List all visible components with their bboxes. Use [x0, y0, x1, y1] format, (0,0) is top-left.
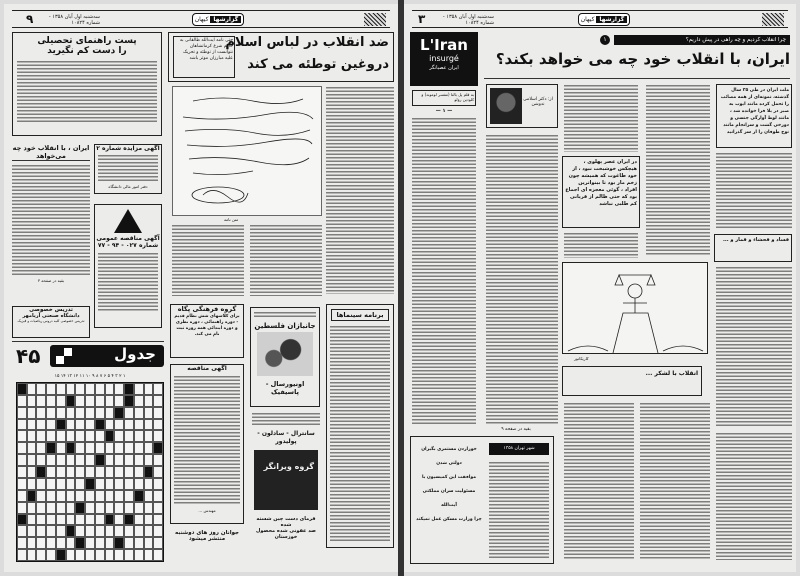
- organization-logo-icon: [114, 209, 142, 233]
- crossword-cell[interactable]: [56, 525, 66, 537]
- crossword-cell[interactable]: [75, 490, 85, 502]
- crossword-cell[interactable]: [56, 454, 66, 466]
- crossword-cell[interactable]: [95, 395, 105, 407]
- crossword-cell[interactable]: [114, 525, 124, 537]
- crossword-cell[interactable]: [124, 395, 134, 407]
- crossword-cell[interactable]: [85, 383, 95, 395]
- crossword-cell[interactable]: [75, 419, 85, 431]
- crossword-cell[interactable]: [114, 454, 124, 466]
- crossword-cell[interactable]: [66, 454, 76, 466]
- headline-line1: ضد انقلاب در لباس اسلام: [225, 35, 389, 50]
- news-item: چرا وزارت مسکن عمل نمیکند: [416, 517, 482, 522]
- crossword-header: ۴۵ جدول: [16, 344, 164, 370]
- education-article: پست راهنمای تحصیلی را دست کم نگیرید: [12, 32, 162, 136]
- crossword-cell[interactable]: [85, 525, 95, 537]
- crossword-cell[interactable]: [46, 466, 56, 478]
- crossword-cell[interactable]: [105, 490, 115, 502]
- handwritten-letter-image: [172, 86, 322, 216]
- crossword-cell[interactable]: [27, 395, 37, 407]
- crossword-cell[interactable]: [124, 490, 134, 502]
- crossword-cell[interactable]: [85, 490, 95, 502]
- crossword-cell[interactable]: [134, 395, 144, 407]
- crossword-cell[interactable]: [153, 490, 163, 502]
- crossword-cell[interactable]: [134, 454, 144, 466]
- crossword-cell[interactable]: [114, 466, 124, 478]
- crossword-grid[interactable]: [16, 382, 164, 562]
- crossword-cell[interactable]: [36, 383, 46, 395]
- crossword-cell[interactable]: [85, 478, 95, 490]
- crossword-cell[interactable]: [27, 525, 37, 537]
- main-headline-box: [168, 32, 394, 82]
- crossword-cell[interactable]: [153, 478, 163, 490]
- crossword-cell[interactable]: [114, 395, 124, 407]
- crossword-cell[interactable]: [153, 395, 163, 407]
- crossword-cell[interactable]: [105, 395, 115, 407]
- crossword-cell[interactable]: [95, 525, 105, 537]
- crossword-cell[interactable]: [27, 466, 37, 478]
- crossword-cell[interactable]: [124, 514, 134, 526]
- crossword-cell[interactable]: [144, 454, 154, 466]
- crossword-cell[interactable]: [105, 502, 115, 514]
- news-item: مسئولیت سران مملکتی: [422, 489, 476, 494]
- crossword-cell[interactable]: [17, 549, 27, 561]
- crossword-cell[interactable]: [36, 466, 46, 478]
- crossword-cell[interactable]: [46, 454, 56, 466]
- crossword-cell[interactable]: [144, 537, 154, 549]
- crossword-cell[interactable]: [75, 466, 85, 478]
- crossword-cell[interactable]: [134, 537, 144, 549]
- crossword-cell[interactable]: [85, 407, 95, 419]
- left-page: ۹ سه‌شنبه اول آبان ۱۳۵۸ - شماره ۱۰۸۲۴ گزارشها کیهان پست راهنمای تحصیلی را دست کم نگیرید ایران ، با انقلاب خود چه می‌خواهد بقیه در صفحه ۳ آگهی مزایده شماره ۲ دفتر امور مالی دانشگاه آگهی مناقصه عمومی شماره ۰۲۷ - ۹۴ - ۷۷ تدریس خصوصی دانشگاه صنعتی آریامهر تدریس خصوصی کلیه دروس ریاضیات و فیزیک ۴۵ جدول ۱۵ ۱۴ ۱۳ ۱۲ ۱۱ ۱۰ ۹ ۸ ۷ ۶ ۵ ۴ ۳ ۲ ۱ ضد انقلاب در لباس اسلام دروغین توطئه می کند حتی نامه ایت‌الله طالقانی به حاکم شرع کرمانشاهان نتوانست از توطئه و تحریک علیه مبارزان موثر باشد متن نامه گروه فرهنگی پگاه برای کلاسهای شش نظام قدیم - دوره راهنمائی ، دوره نظری و دوره ابتدائی همه روزه ثبت نام می کند. آگهی مناقصه مهندس ... جوانان روز های دوشنبه منتشر میشود جانبازان فلسطین اونیورسال - پاسیفیک سانترال - سادلون - پولیدور گروه ویرانگر فرمای دست چین شسته شده صد عفونی شده محصول خوزستان برنامه سینماها: [4, 4, 398, 572]
- crossword-cell[interactable]: [95, 466, 105, 478]
- headline-line2: دروغین توطئه می کند: [247, 57, 389, 72]
- crossword-cell[interactable]: [85, 549, 95, 561]
- auction-ad: آگهی مزایده شماره ۲ دفتر امور مالی دانشگاه: [94, 144, 162, 194]
- crossword-cell[interactable]: [105, 525, 115, 537]
- crossword-cell[interactable]: [46, 502, 56, 514]
- newspaper-logo: [364, 13, 386, 26]
- crossword-cell[interactable]: [75, 383, 85, 395]
- crossword-cell[interactable]: [27, 502, 37, 514]
- crossword-logo-icon: [56, 348, 72, 364]
- crossword-cell[interactable]: [46, 537, 56, 549]
- crossword-cell[interactable]: [124, 478, 134, 490]
- crossword-cell[interactable]: [75, 454, 85, 466]
- crossword-cell[interactable]: [17, 395, 27, 407]
- youth-magazine-ad: جوانان روز های دوشنبه منتشر میشود: [174, 530, 239, 542]
- crossword-cell[interactable]: [66, 537, 76, 549]
- crossword-cell[interactable]: [36, 549, 46, 561]
- pegah-ad: گروه فرهنگی پگاه برای کلاسهای شش نظام قدیم - دوره راهنمائی ، دوره نظری و دوره ابتدائی همه روزه ثبت نام می کند.: [170, 304, 244, 358]
- crossword-cell[interactable]: [46, 478, 56, 490]
- crossword-cell[interactable]: [66, 502, 76, 514]
- crossword-cell[interactable]: [114, 442, 124, 454]
- crossword-cell[interactable]: [114, 430, 124, 442]
- crossword-cell[interactable]: [27, 442, 37, 454]
- crossword-cell[interactable]: [75, 502, 85, 514]
- crossword-cell[interactable]: [153, 514, 163, 526]
- crossword-cell[interactable]: [114, 407, 124, 419]
- crossword-cell[interactable]: [17, 490, 27, 502]
- crossword-cell[interactable]: [46, 442, 56, 454]
- crossword-cell[interactable]: [153, 525, 163, 537]
- crossword-cell[interactable]: [46, 490, 56, 502]
- crossword-cell[interactable]: [114, 514, 124, 526]
- crossword-cell[interactable]: [105, 383, 115, 395]
- crossword-cell[interactable]: [75, 395, 85, 407]
- crossword-cell[interactable]: [17, 407, 27, 419]
- crossword-cell[interactable]: [75, 407, 85, 419]
- crossword-cell[interactable]: [134, 466, 144, 478]
- crossword-cell[interactable]: [124, 419, 134, 431]
- crossword-cell[interactable]: [17, 466, 27, 478]
- crossword-cell[interactable]: [66, 395, 76, 407]
- crossword-cell[interactable]: [56, 502, 66, 514]
- crossword-cell[interactable]: [144, 490, 154, 502]
- crossword-cell[interactable]: [134, 549, 144, 561]
- crossword-cell[interactable]: [56, 514, 66, 526]
- crossword-cell[interactable]: [114, 502, 124, 514]
- crossword-cell[interactable]: [36, 407, 46, 419]
- news-item: خوزاردن مستمری بگیران: [421, 447, 477, 452]
- pull-quote-2: ملت ایران در طی ۲۵ سال گذشته، نمونه‌ای از همه مصائب را تحمل کرده مانند ایوب به صبر در بلا فرا خوانده شد ، مانند لوط آوارگی جنسی و دوزخی گشت و سرانجام مانند نوح طوفان را از سر گذرانید: [716, 84, 792, 148]
- crossword-cell[interactable]: [85, 419, 95, 431]
- crossword-cell[interactable]: [105, 466, 115, 478]
- crossword-cell[interactable]: [124, 430, 134, 442]
- crossword-cell[interactable]: [36, 419, 46, 431]
- crossword-cell[interactable]: [75, 525, 85, 537]
- news-item: آیت‌الله: [441, 503, 457, 508]
- page-header: [412, 10, 788, 28]
- crossword-cell[interactable]: [105, 514, 115, 526]
- crossword-cell[interactable]: [144, 549, 154, 561]
- crossword-cell[interactable]: [66, 490, 76, 502]
- crossword-cell[interactable]: [56, 419, 66, 431]
- crossword-cell[interactable]: [56, 430, 66, 442]
- crossword-cell[interactable]: [46, 419, 56, 431]
- crossword-cell[interactable]: [95, 442, 105, 454]
- crossword-cell[interactable]: [27, 549, 37, 561]
- pull-quote-3: فساد و فحشاء و قمار و ...: [714, 234, 792, 262]
- crossword-cell[interactable]: [36, 395, 46, 407]
- crossword-cell[interactable]: [66, 466, 76, 478]
- crossword-cell[interactable]: [105, 407, 115, 419]
- crossword-cell[interactable]: [153, 549, 163, 561]
- crossword-cell[interactable]: [105, 419, 115, 431]
- crossword-column-numbers: ۱۵ ۱۴ ۱۳ ۱۲ ۱۱ ۱۰ ۹ ۸ ۷ ۶ ۵ ۴ ۳ ۲ ۱: [54, 374, 126, 379]
- crossword-cell[interactable]: [95, 407, 105, 419]
- pull-quote-1: در ایران عصر پهلوی ، هیچکس خوشبخت نبود ، از خود طاغوت که همیشه چون زخم مار بود تا بینواترین افراد ، گوئی معجزه ای اجماع بود که حتی ظالم از قربانی کم طلبی نباشد: [562, 156, 640, 228]
- crossword-cell[interactable]: [95, 537, 105, 549]
- crossword-cell[interactable]: [153, 419, 163, 431]
- crossword-cell[interactable]: [56, 395, 66, 407]
- crossword-cell[interactable]: [36, 442, 46, 454]
- continued-article: ایران ، با انقلاب خود چه می‌خواهد بقیه در صفحه ۳: [12, 144, 90, 283]
- tutoring-ad: تدریس خصوصی دانشگاه صنعتی آریامهر تدریس خصوصی کلیه دروس ریاضیات و فیزیک: [12, 306, 90, 338]
- crossword-cell[interactable]: [153, 502, 163, 514]
- crossword-cell[interactable]: [144, 383, 154, 395]
- crossword-cell[interactable]: [56, 442, 66, 454]
- crossword-cell[interactable]: [144, 478, 154, 490]
- crossword-cell[interactable]: [36, 478, 46, 490]
- crossword-cell[interactable]: [134, 407, 144, 419]
- crossword-cell[interactable]: [114, 383, 124, 395]
- crossword-cell[interactable]: [27, 478, 37, 490]
- crossword-cell[interactable]: [75, 478, 85, 490]
- crossword-cell[interactable]: [114, 549, 124, 561]
- page-header: [12, 10, 390, 28]
- crossword-cell[interactable]: [36, 490, 46, 502]
- crossword-cell[interactable]: [75, 514, 85, 526]
- crossword-cell[interactable]: [36, 525, 46, 537]
- crossword-cell[interactable]: [56, 549, 66, 561]
- news-item: دولتی شدن: [436, 461, 462, 466]
- crossword-cell[interactable]: [85, 514, 95, 526]
- crossword-cell[interactable]: [27, 407, 37, 419]
- crossword-cell[interactable]: [144, 525, 154, 537]
- crossword-cell[interactable]: [144, 419, 154, 431]
- crossword-cell[interactable]: [66, 407, 76, 419]
- kicker-bar: چرا انقلاب کردیم و چه راهی در پیش داریم؟: [614, 35, 790, 45]
- crossword-cell[interactable]: [46, 383, 56, 395]
- crossword-cell[interactable]: [134, 478, 144, 490]
- crossword-cell[interactable]: [124, 407, 134, 419]
- crossword-cell[interactable]: [66, 525, 76, 537]
- crossword-cell[interactable]: [56, 407, 66, 419]
- series-number-badge: ۱: [600, 35, 610, 45]
- issue-date: سه‌شنبه اول آبان ۱۳۵۸ - شماره ۱۰۸۲۴: [48, 14, 100, 26]
- crossword-cell[interactable]: [17, 419, 27, 431]
- crossword-cell[interactable]: [66, 383, 76, 395]
- crossword-cell[interactable]: [95, 490, 105, 502]
- crossword-cell[interactable]: [56, 490, 66, 502]
- masthead: گزارشها کیهان: [192, 13, 244, 26]
- crossword-cell[interactable]: [46, 525, 56, 537]
- tender-ad: آگهی مناقصه عمومی شماره ۰۲۷ - ۹۴ - ۷۷: [94, 204, 162, 328]
- cartoon-caption: کاریکاتور: [574, 356, 589, 361]
- crossword-cell[interactable]: [17, 442, 27, 454]
- crossword-cell[interactable]: [144, 514, 154, 526]
- crossword-cell[interactable]: [95, 502, 105, 514]
- crossword-cell[interactable]: [27, 454, 37, 466]
- film-poster-image: [257, 332, 313, 376]
- crossword-cell[interactable]: [95, 454, 105, 466]
- crossword-cell[interactable]: [36, 537, 46, 549]
- crossword-cell[interactable]: [36, 454, 46, 466]
- crossword-cell[interactable]: [105, 537, 115, 549]
- author-box: از: دکتر اسلامی ندوشن: [486, 84, 558, 128]
- crossword-cell[interactable]: [56, 383, 66, 395]
- crossword-cell[interactable]: [75, 549, 85, 561]
- crossword-cell[interactable]: [134, 442, 144, 454]
- crossword-cell[interactable]: [95, 549, 105, 561]
- film-ad-cinemas: سانترال - سادلون - پولیدور: [257, 430, 315, 445]
- crossword-cell[interactable]: [85, 395, 95, 407]
- crossword-cell[interactable]: [134, 525, 144, 537]
- crossword-cell[interactable]: [134, 502, 144, 514]
- crossword-cell[interactable]: [153, 466, 163, 478]
- page-number: ۹: [26, 12, 34, 26]
- crossword-cell[interactable]: [124, 454, 134, 466]
- crossword-cell[interactable]: [134, 430, 144, 442]
- crossword-cell[interactable]: [124, 442, 134, 454]
- cartoon-image: [562, 262, 708, 354]
- crossword-cell[interactable]: [17, 454, 27, 466]
- issue-date: سه‌شنبه اول آبان ۱۳۵۸ - شماره ۱۰۸۲۴: [442, 14, 494, 26]
- crossword-cell[interactable]: [134, 419, 144, 431]
- crossword-cell[interactable]: [27, 383, 37, 395]
- crossword-cell[interactable]: [75, 537, 85, 549]
- crossword-cell[interactable]: [17, 514, 27, 526]
- news-item: موافقت این کمیسیون با: [421, 475, 476, 480]
- crossword-cell[interactable]: [56, 478, 66, 490]
- crossword-cell[interactable]: [27, 490, 37, 502]
- crossword-cell[interactable]: [114, 537, 124, 549]
- crossword-cell[interactable]: [105, 442, 115, 454]
- film-ad-palestine: جانبازان فلسطین اونیورسال - پاسیفیک: [250, 307, 320, 407]
- crossword-cell[interactable]: [56, 466, 66, 478]
- crossword-cell[interactable]: [85, 430, 95, 442]
- page-number: ۳: [418, 12, 426, 26]
- news-box: شهر تهران ۱۳۵۸ خوزاردن مستمری بگیران دولتی شدن موافقت این کمیسیون با مسئولیت سران مملکتی آیت‌الله چرا وزارت مسکن عمل نمیکند: [410, 436, 554, 564]
- crossword-cell[interactable]: [105, 430, 115, 442]
- right-page: ۳ سه‌شنبه اول آبان ۱۳۵۸ - شماره ۱۰۸۲۴ گزارشها کیهان L'Iran insurgé ایران عصیانگر به قلم پل بالتا (مفسر لوموند) و کلودین رولو — ۱ — ۱ چرا انقلاب کردیم و چه راهی در پیش داریم؟ ایران، با انقلاب خود چه می خواهد بکند؟ از: دکتر اسلامی ندوشن در ایران عصر پهلوی ، هیچکس خوشبخت نبود ، از خود طاغوت که همیشه چون زخم مار بود تا بینواترین افراد ، گوئی معجزه ای اجماع بود که حتی ظالم از قربانی کم طلبی نباشد ملت ایران در طی ۲۵ سال گذشته، نمونه‌ای از همه مصائب را تحمل کرده مانند ایوب به صبر در بلا فرا خوانده شد ، مانند لوط آوارگی جنسی و دوزخی گشت و سرانجام مانند نوح طوفان را از سر گذرانید فساد و فحشاء و قمار و ... کاریکاتور انقلاب با لشکر ... بقیه در صفحه ۹ شهر تهران ۱۳۵۸ خوزاردن مستمری بگیران دولتی شدن موافقت این کمیسیون با مسئولیت سران مملکتی آیت‌الله چرا وزارت مسکن عمل نمیکند: [404, 4, 796, 572]
- crossword-cell[interactable]: [17, 430, 27, 442]
- crossword-cell[interactable]: [56, 537, 66, 549]
- crossword-cell[interactable]: [105, 478, 115, 490]
- crossword-cell[interactable]: [66, 514, 76, 526]
- crossword-cell[interactable]: [153, 383, 163, 395]
- crossword-cell[interactable]: [153, 454, 163, 466]
- crossword-cell[interactable]: [75, 442, 85, 454]
- crossword-cell[interactable]: [36, 514, 46, 526]
- crossword-cell[interactable]: [46, 514, 56, 526]
- crossword-cell[interactable]: [17, 525, 27, 537]
- crossword-cell[interactable]: [153, 537, 163, 549]
- crossword-cell[interactable]: [134, 490, 144, 502]
- crossword-cell[interactable]: [144, 502, 154, 514]
- crossword-cell[interactable]: [36, 502, 46, 514]
- crossword-cell[interactable]: [66, 430, 76, 442]
- crossword-cell[interactable]: [66, 419, 76, 431]
- crossword-cell[interactable]: [85, 454, 95, 466]
- book-title-box: L'Iran insurgé ایران عصیانگر: [410, 32, 478, 86]
- crossword-cell[interactable]: [124, 549, 134, 561]
- author-photo: [490, 88, 522, 124]
- crossword-cell[interactable]: [114, 478, 124, 490]
- crossword-cell[interactable]: [95, 383, 105, 395]
- cinema-guide: برنامه سینماها: [326, 304, 394, 548]
- crossword-cell[interactable]: [153, 442, 163, 454]
- crossword-cell[interactable]: [17, 383, 27, 395]
- tender-ad-2: آگهی مناقصه مهندس ...: [170, 364, 244, 524]
- crossword-cell[interactable]: [124, 502, 134, 514]
- crossword-cell[interactable]: [27, 514, 37, 526]
- crossword-cell[interactable]: [114, 419, 124, 431]
- crossword-cell[interactable]: [124, 383, 134, 395]
- crossword-cell[interactable]: [66, 442, 76, 454]
- crossword-cell[interactable]: [75, 430, 85, 442]
- crossword-cell[interactable]: [95, 514, 105, 526]
- crossword-cell[interactable]: [124, 525, 134, 537]
- crossword-cell[interactable]: [85, 537, 95, 549]
- crossword-cell[interactable]: [46, 549, 56, 561]
- crossword-cell[interactable]: [46, 395, 56, 407]
- crossword-cell[interactable]: [124, 466, 134, 478]
- crossword-cell[interactable]: [85, 442, 95, 454]
- crossword-cell[interactable]: [134, 514, 144, 526]
- headline-subbox: حتی نامه ایت‌الله طالقانی به حاکم شرع کرمانشاهان نتوانست از توطئه و تحریک علیه مبارزان موثر باشد: [173, 36, 235, 78]
- news-items: [415, 443, 483, 527]
- crossword-cell[interactable]: [66, 478, 76, 490]
- crossword-cell[interactable]: [27, 419, 37, 431]
- crossword-cell[interactable]: [144, 442, 154, 454]
- newspaper-logo: [762, 13, 784, 26]
- crossword-cell[interactable]: [153, 407, 163, 419]
- crossword-cell[interactable]: [144, 395, 154, 407]
- byline: به قلم پل بالتا (مفسر لوموند) و کلودین رولو: [412, 90, 476, 106]
- crossword-cell[interactable]: [17, 502, 27, 514]
- crossword-cell[interactable]: [95, 430, 105, 442]
- crossword-cell[interactable]: [124, 537, 134, 549]
- crossword-cell[interactable]: [85, 466, 95, 478]
- crossword-cell[interactable]: [17, 478, 27, 490]
- khuzestan-ad: فرمای دست چین شسته شده صد عفونی شده محصول خوزستان: [256, 516, 316, 540]
- crossword-cell[interactable]: [85, 502, 95, 514]
- crossword-cell[interactable]: [95, 419, 105, 431]
- crossword-cell[interactable]: [144, 466, 154, 478]
- crossword-cell[interactable]: [46, 407, 56, 419]
- crossword-cell[interactable]: [36, 430, 46, 442]
- crossword-cell[interactable]: [144, 407, 154, 419]
- crossword-cell[interactable]: [105, 454, 115, 466]
- crossword-cell[interactable]: [114, 490, 124, 502]
- masthead: گزارشها کیهان: [578, 13, 630, 26]
- crossword-cell[interactable]: [27, 430, 37, 442]
- crossword-cell[interactable]: [134, 383, 144, 395]
- crossword-cell[interactable]: [144, 430, 154, 442]
- main-headline: ایران، با انقلاب خود چه می خواهد بکند؟: [495, 50, 790, 68]
- film-ad-poster: گروه ویرانگر: [254, 450, 318, 510]
- crossword-cell[interactable]: [27, 537, 37, 549]
- crossword-cell[interactable]: [95, 478, 105, 490]
- crossword-cell[interactable]: [105, 549, 115, 561]
- crossword-cell[interactable]: [46, 430, 56, 442]
- pull-quote-4: انقلاب با لشکر ...: [562, 366, 702, 396]
- crossword-cell[interactable]: [66, 549, 76, 561]
- crossword-cell[interactable]: [17, 537, 27, 549]
- crossword-cell[interactable]: [153, 430, 163, 442]
